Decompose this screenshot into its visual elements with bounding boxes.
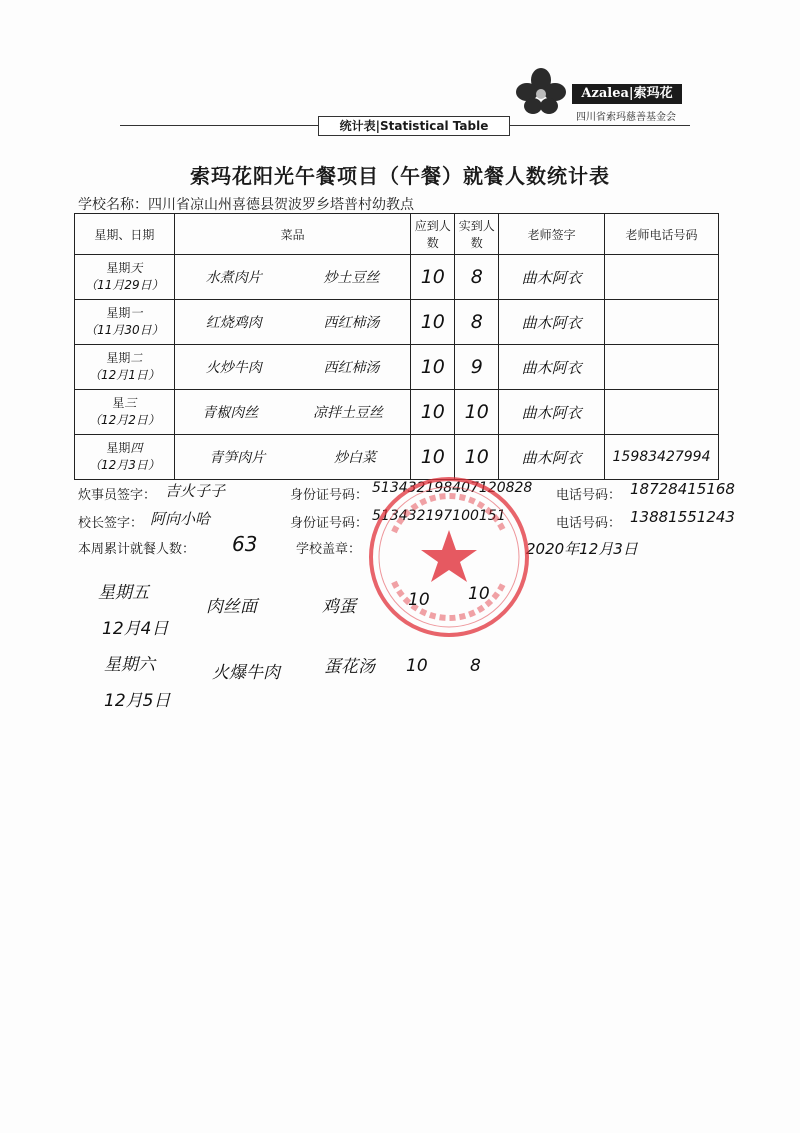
weekly-total-value: 63	[232, 532, 258, 556]
date-value: （11月30日）	[85, 323, 164, 337]
note-actual: 10	[468, 584, 490, 604]
note-expected: 10	[406, 656, 428, 676]
teacher-signature: 曲木阿衣	[499, 435, 605, 480]
dish-2: 西红柿汤	[323, 315, 380, 331]
teacher-phone	[605, 255, 719, 300]
dishes-cell	[174, 390, 411, 435]
note-weekday: 星期六	[104, 655, 155, 675]
date-value: （12月3日）	[88, 458, 160, 472]
weekday-value: 四	[130, 441, 143, 455]
logo-org-name: 四川省索玛慈善基金会	[576, 112, 676, 123]
header-tab-label: 统计表|Statistical Table	[318, 116, 510, 136]
note-date: 12月5日	[104, 691, 171, 711]
school-name: 学校名称：四川省凉山州喜德县贺波罗乡塔普村幼教点	[78, 197, 414, 213]
note-dish: 鸡蛋	[322, 597, 356, 617]
principal-sign-label: 校长签字：	[78, 516, 144, 531]
note-dish: 肉丝面	[206, 597, 257, 617]
teacher-signature: 曲木阿衣	[499, 255, 605, 300]
principal-id-number: 513432197100151	[372, 508, 506, 524]
day-cell	[75, 435, 175, 480]
note-dish: 蛋花汤	[324, 657, 375, 677]
expected-count: 10	[411, 255, 455, 300]
table-row	[75, 345, 719, 390]
dish-2: 西红柿汤	[323, 360, 380, 376]
weekday-label: 星期	[106, 261, 131, 275]
weekday-value: 一	[130, 306, 143, 320]
page-title: 索玛花阳光午餐项目（午餐）就餐人数统计表	[190, 164, 610, 188]
expected-count: 10	[411, 435, 455, 480]
dish-1: 青笋肉片	[209, 450, 266, 466]
actual-count: 10	[455, 390, 499, 435]
header-day: 星期、日期	[75, 214, 175, 255]
teacher-phone	[605, 300, 719, 345]
table-row	[75, 300, 719, 345]
teacher-phone: 15983427994	[605, 435, 719, 480]
expected-count: 10	[411, 300, 455, 345]
header-dishes: 菜品	[174, 214, 411, 255]
teacher-signature: 曲木阿衣	[499, 390, 605, 435]
note-actual: 8	[470, 656, 481, 676]
principal-phone-number: 13881551243	[630, 508, 735, 526]
actual-count: 8	[455, 255, 499, 300]
report-date: 2020年12月3日	[526, 540, 638, 558]
note-dish: 火爆牛肉	[212, 663, 280, 683]
weekday-value: 天	[130, 261, 143, 275]
note-expected: 10	[408, 590, 430, 610]
dishes-cell	[174, 300, 411, 345]
teacher-signature: 曲木阿衣	[499, 345, 605, 390]
header-actual: 实到人数	[455, 214, 499, 255]
dishes-cell	[174, 345, 411, 390]
note-weekday: 星期五	[98, 583, 149, 603]
actual-count: 9	[455, 345, 499, 390]
dish-1: 青椒肉丝	[202, 405, 259, 421]
header-expected: 应到人数	[411, 214, 455, 255]
date-value: （11月29日）	[85, 278, 164, 292]
principal-id-label: 身份证号码：	[290, 516, 369, 531]
table-row	[75, 390, 719, 435]
teacher-signature: 曲木阿衣	[499, 300, 605, 345]
dishes-cell	[174, 255, 411, 300]
date-value: （12月2日）	[88, 413, 160, 427]
weekday-label: 星期	[106, 441, 131, 455]
dish-2: 炒白菜	[333, 450, 376, 466]
weekly-total-label: 本周累计就餐人数：	[78, 542, 196, 557]
weekday-value: 三	[124, 396, 137, 410]
expected-count: 10	[411, 390, 455, 435]
dish-2: 炒土豆丝	[323, 270, 380, 286]
school-seal-stamp	[364, 472, 534, 642]
expected-count: 10	[411, 345, 455, 390]
weekday-label: 星	[112, 396, 125, 410]
actual-count: 10	[455, 435, 499, 480]
table-header-row	[75, 214, 719, 255]
azalea-flower-logo-icon	[513, 66, 569, 116]
cook-phone-label: 电话号码：	[556, 488, 622, 503]
table-row	[75, 255, 719, 300]
dish-1: 水煮肉片	[205, 270, 262, 286]
header-teacher-phone: 老师电话号码	[605, 214, 719, 255]
logo-brand: Azalea|索玛花	[572, 84, 682, 104]
principal-phone-label: 电话号码：	[556, 516, 622, 531]
cook-phone-number: 18728415168	[630, 480, 735, 498]
header-teacher-sign: 老师签字	[499, 214, 605, 255]
day-cell	[75, 390, 175, 435]
date-value: （12月1日）	[88, 368, 160, 382]
cook-signature: 吉火子子	[165, 482, 226, 500]
day-cell	[75, 300, 175, 345]
dish-1: 火炒牛肉	[205, 360, 262, 376]
day-cell	[75, 255, 175, 300]
teacher-phone	[605, 345, 719, 390]
day-cell	[75, 345, 175, 390]
dish-2: 凉拌土豆丝	[312, 405, 383, 421]
weekday-label: 星期	[106, 351, 131, 365]
school-stamp-label: 学校盖章：	[296, 542, 362, 557]
teacher-phone	[605, 390, 719, 435]
cook-sign-label: 炊事员签字：	[78, 488, 157, 503]
cook-id-number: 513432198407120828	[372, 480, 533, 496]
cook-id-label: 身份证号码：	[290, 488, 369, 503]
principal-signature: 阿向小哈	[150, 510, 211, 528]
note-date: 12月4日	[102, 619, 169, 639]
actual-count: 8	[455, 300, 499, 345]
attendance-table	[74, 213, 719, 480]
dish-1: 红烧鸡肉	[205, 315, 262, 331]
weekday-value: 二	[130, 351, 143, 365]
weekday-label: 星期	[106, 306, 131, 320]
